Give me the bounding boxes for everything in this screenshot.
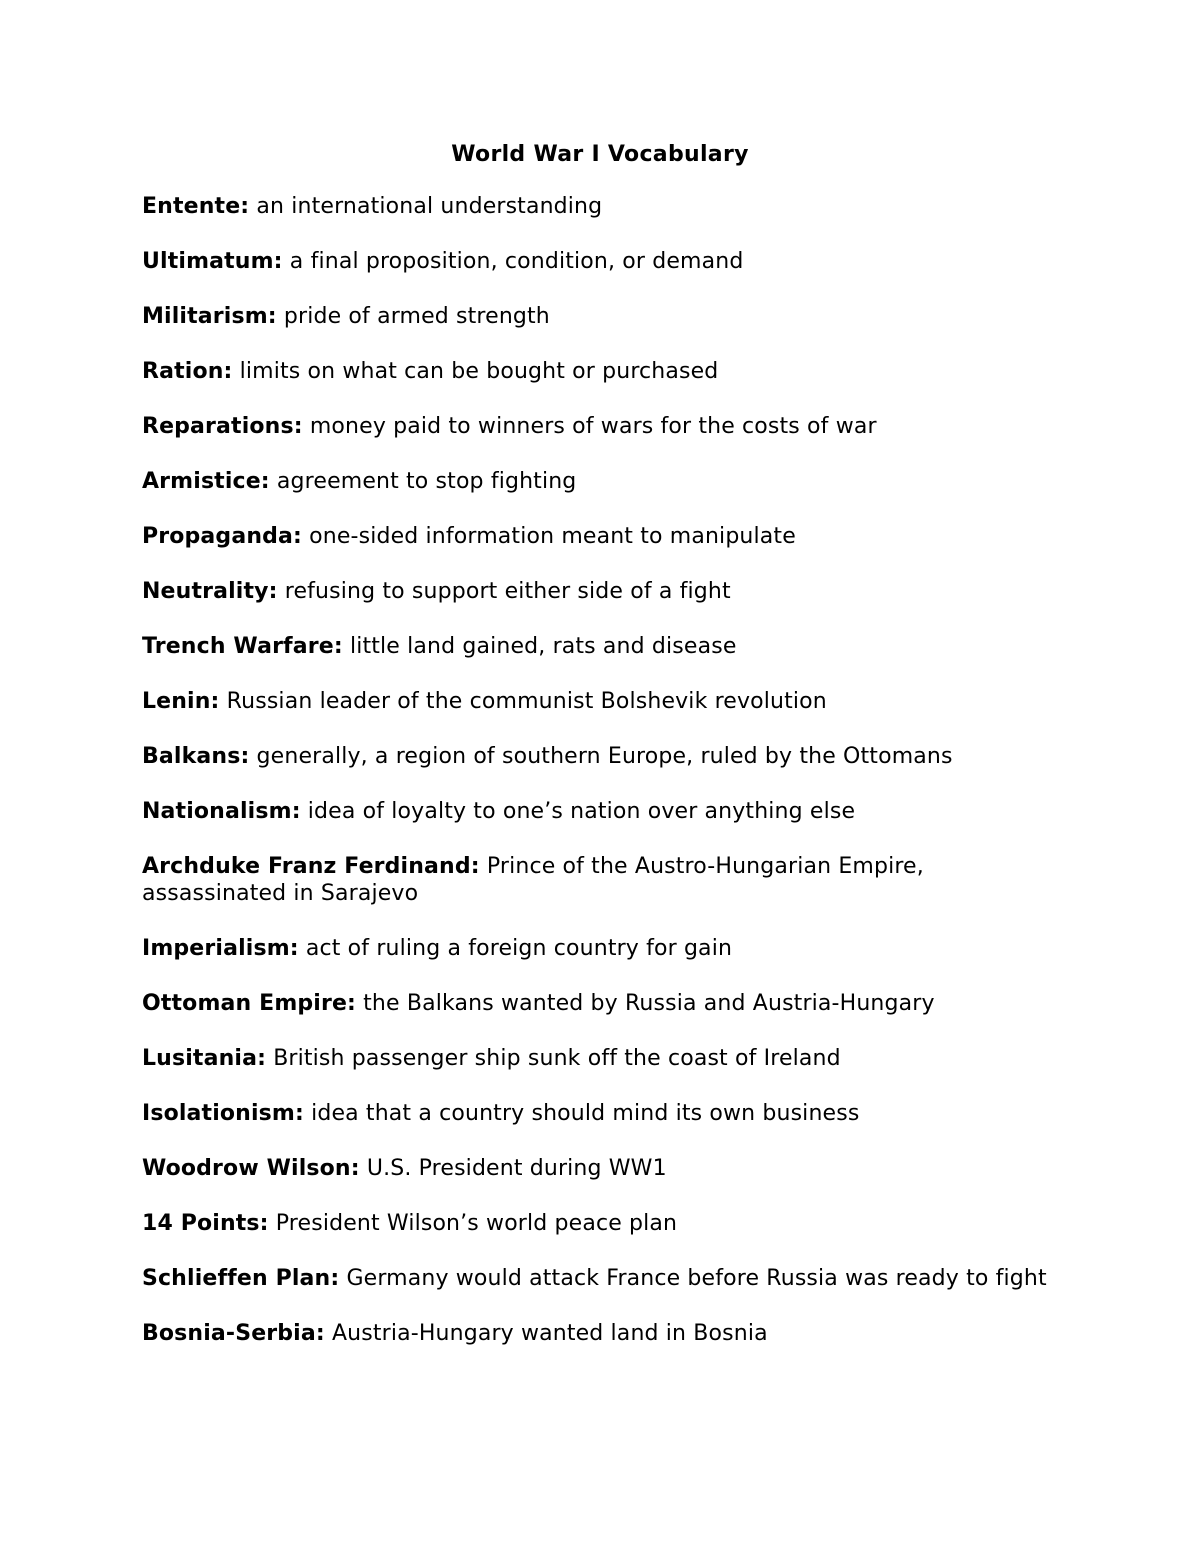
term-definition: the Balkans wanted by Russia and Austria-Hungary [363,991,935,1016]
term-definition: agreement to stop fighting [276,469,577,494]
term-definition: U.S. President during WW1 [366,1156,667,1181]
list-item [142,798,1062,825]
list-item [142,358,1062,385]
list-item [142,1155,1062,1182]
term-definition: Austria-Hungary wanted land in Bosnia [331,1321,768,1346]
list-item [142,743,1062,770]
term-definition: Russian leader of the communist Bolshevik revolution [226,689,827,714]
list-item [142,688,1062,715]
term-word: Militarism: [142,304,277,329]
vocabulary-list [142,193,1062,1375]
term-definition: money paid to winners of wars for the costs of war [309,414,877,439]
term-word: Ration: [142,359,233,384]
term-word: Woodrow Wilson: [142,1156,360,1181]
term-word: Reparations: [142,414,303,439]
term-word: Trench Warfare: [142,634,343,659]
term-definition: limits on what can be bought or purchased [239,359,719,384]
term-word: Ottoman Empire: [142,991,356,1016]
term-word: Neutrality: [142,579,278,604]
list-item [142,578,1062,605]
term-word: Isolationism: [142,1101,304,1126]
list-item [142,1320,1062,1347]
term-definition: British passenger ship sunk off the coast of Ireland [273,1046,841,1071]
list-item [142,633,1062,660]
term-word: Entente: [142,194,250,219]
term-definition: act of ruling a foreign country for gain [305,936,733,961]
list-item [142,303,1062,330]
term-word: Armistice: [142,469,270,494]
term-definition: generally, a region of southern Europe, ruled by the Ottomans [256,744,953,769]
term-word: Schlieffen Plan: [142,1266,340,1291]
term-definition: idea that a country should mind its own business [311,1101,860,1126]
list-item [142,935,1062,962]
term-definition: President Wilson’s world peace plan [275,1211,678,1236]
term-word: Nationalism: [142,799,301,824]
term-definition: little land gained, rats and disease [349,634,737,659]
term-word: Balkans: [142,744,250,769]
term-definition: refusing to support either side of a fight [284,579,731,604]
term-word: Bosnia-Serbia: [142,1321,325,1346]
term-definition: a final proposition, condition, or demand [289,249,744,274]
list-item [142,853,1062,907]
term-definition: idea of loyalty to one’s nation over anything else [307,799,856,824]
term-word: Imperialism: [142,936,299,961]
list-item [142,523,1062,550]
term-definition: Prince of the Austro-Hungarian Empire, assassinated in Sarajevo [142,854,924,906]
term-definition: an international understanding [256,194,603,219]
term-word: Lenin: [142,689,220,714]
term-word: Propaganda: [142,524,302,549]
list-item [142,1045,1062,1072]
list-item [142,1265,1062,1292]
list-item [142,1210,1062,1237]
page-title: World War I Vocabulary [451,142,749,167]
term-word: Archduke Franz Ferdinand: [142,854,480,879]
term-word: Ultimatum: [142,249,283,274]
term-definition: pride of armed strength [283,304,550,329]
list-item [142,990,1062,1017]
term-definition: one-sided information meant to manipulate [309,524,796,549]
list-item [142,248,1062,275]
term-definition: Germany would attack France before Russia was ready to fight [346,1266,1047,1291]
term-word: 14 Points: [142,1211,269,1236]
list-item [142,193,1062,220]
list-item [142,413,1062,440]
term-word: Lusitania: [142,1046,267,1071]
list-item [142,1100,1062,1127]
list-item [142,468,1062,495]
